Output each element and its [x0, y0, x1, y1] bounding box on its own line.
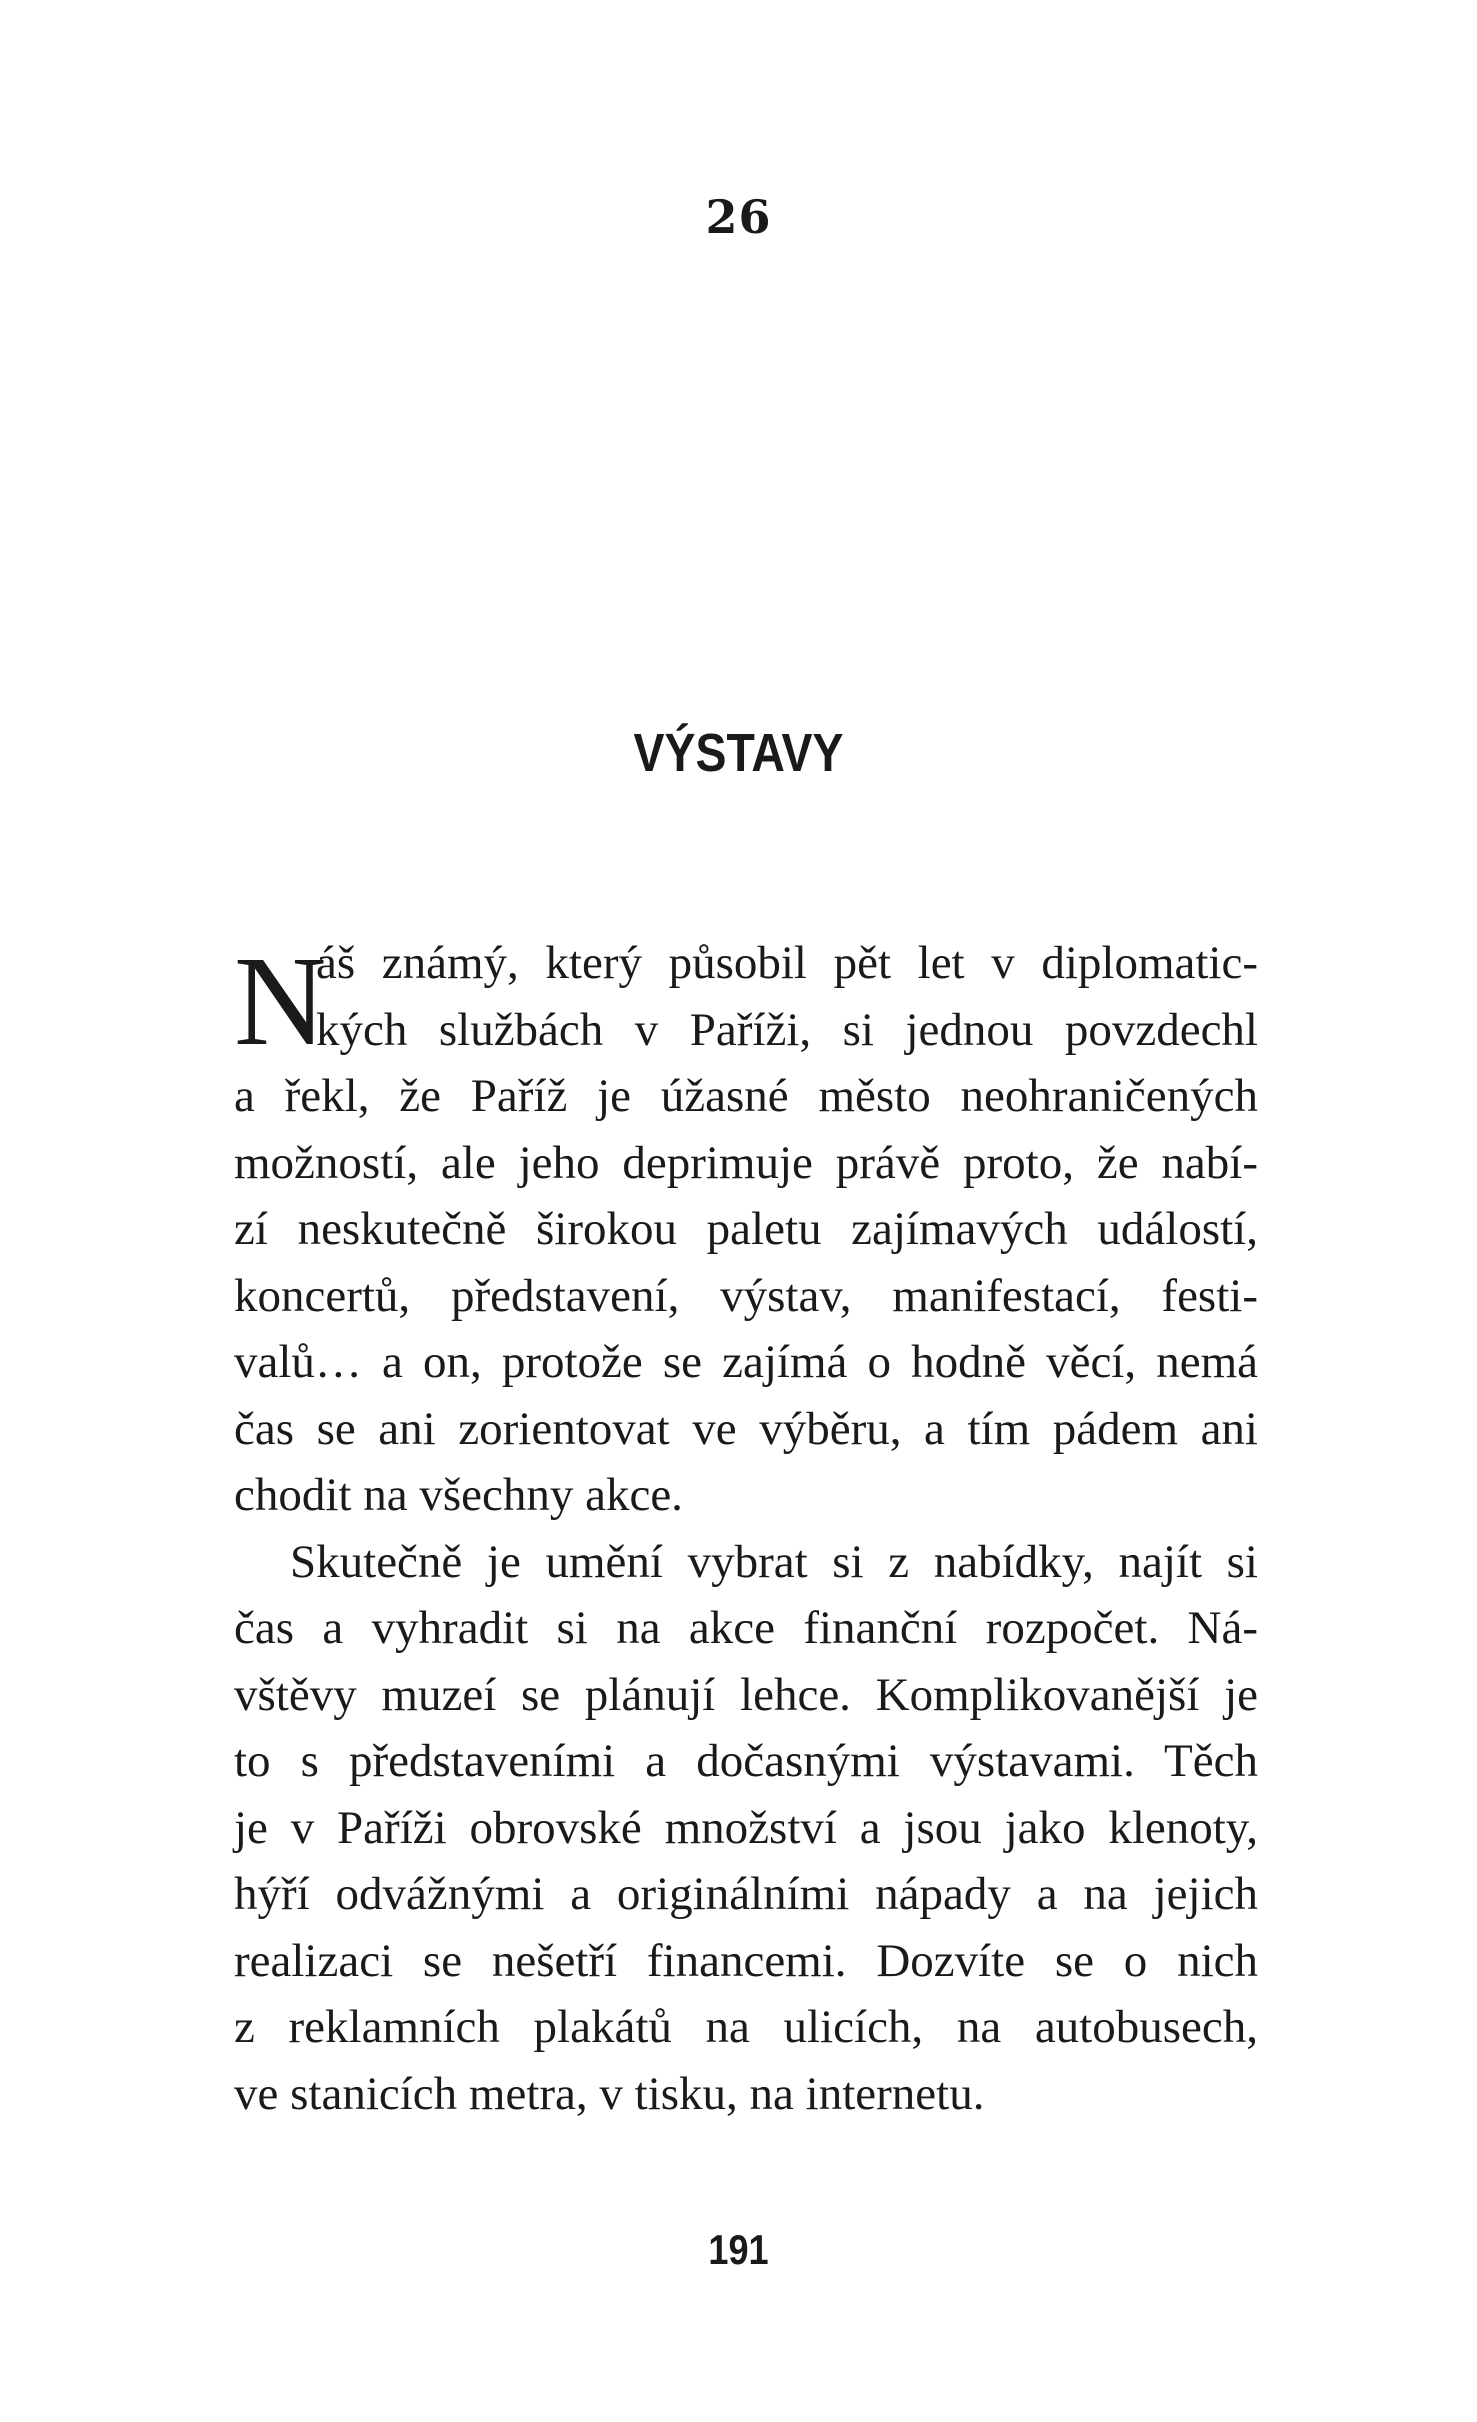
text-line: z reklamních plakátů na ulicích, na autobusech,: [234, 2001, 1258, 2053]
text-line: čas a vyhradit si na akce finanční rozpočet. Ná-: [234, 1602, 1258, 1654]
text-line: valů… a on, protože se zajímá o hodně věcí, nemá: [234, 1336, 1258, 1388]
text-line: to s představeními a dočasnými výstavami. Těch: [234, 1735, 1258, 1787]
drop-cap: N: [234, 930, 327, 1072]
text-line: chodit na všechny akce.: [234, 1469, 683, 1521]
page-number: 191: [708, 2226, 769, 2273]
chapter-title: VÝSTAVY: [633, 723, 844, 783]
text-line: hýří odvážnými a originálními nápady a na jejich: [234, 1868, 1258, 1920]
chapter-number: 26: [705, 190, 772, 244]
text-line: kých službách v Paříži, si jednou povzdechl: [316, 1003, 1258, 1056]
body-text: [234, 930, 1258, 2127]
text-line: je v Paříži obrovské množství a jsou jako klenoty,: [234, 1801, 1258, 1854]
text-line: možností, ale jeho deprimuje právě proto, že nabí-: [234, 1136, 1258, 1189]
text-line: vštěvy muzeí se plánují lehce. Komplikovanější je: [234, 1668, 1258, 1721]
text-line: Skutečně je umění vybrat si z nabídky, najít si: [290, 1535, 1258, 1588]
text-line: áš známý, který působil pět let v diplomatic-: [316, 937, 1258, 989]
text-line: čas se ani zorientovat ve výběru, a tím pádem ani: [234, 1402, 1258, 1455]
text-line: a řekl, že Paříž je úžasné město neohraničených: [234, 1070, 1258, 1122]
text-line: realizaci se nešetří financemi. Dozvíte se o nich: [234, 1934, 1258, 1987]
text-line: ve stanicích metra, v tisku, na internetu.: [234, 2067, 985, 2120]
text-line: zí neskutečně širokou paletu zajímavých událostí,: [234, 1203, 1258, 1255]
text-line: koncertů, představení, výstav, manifestací, festi-: [234, 1269, 1258, 1322]
